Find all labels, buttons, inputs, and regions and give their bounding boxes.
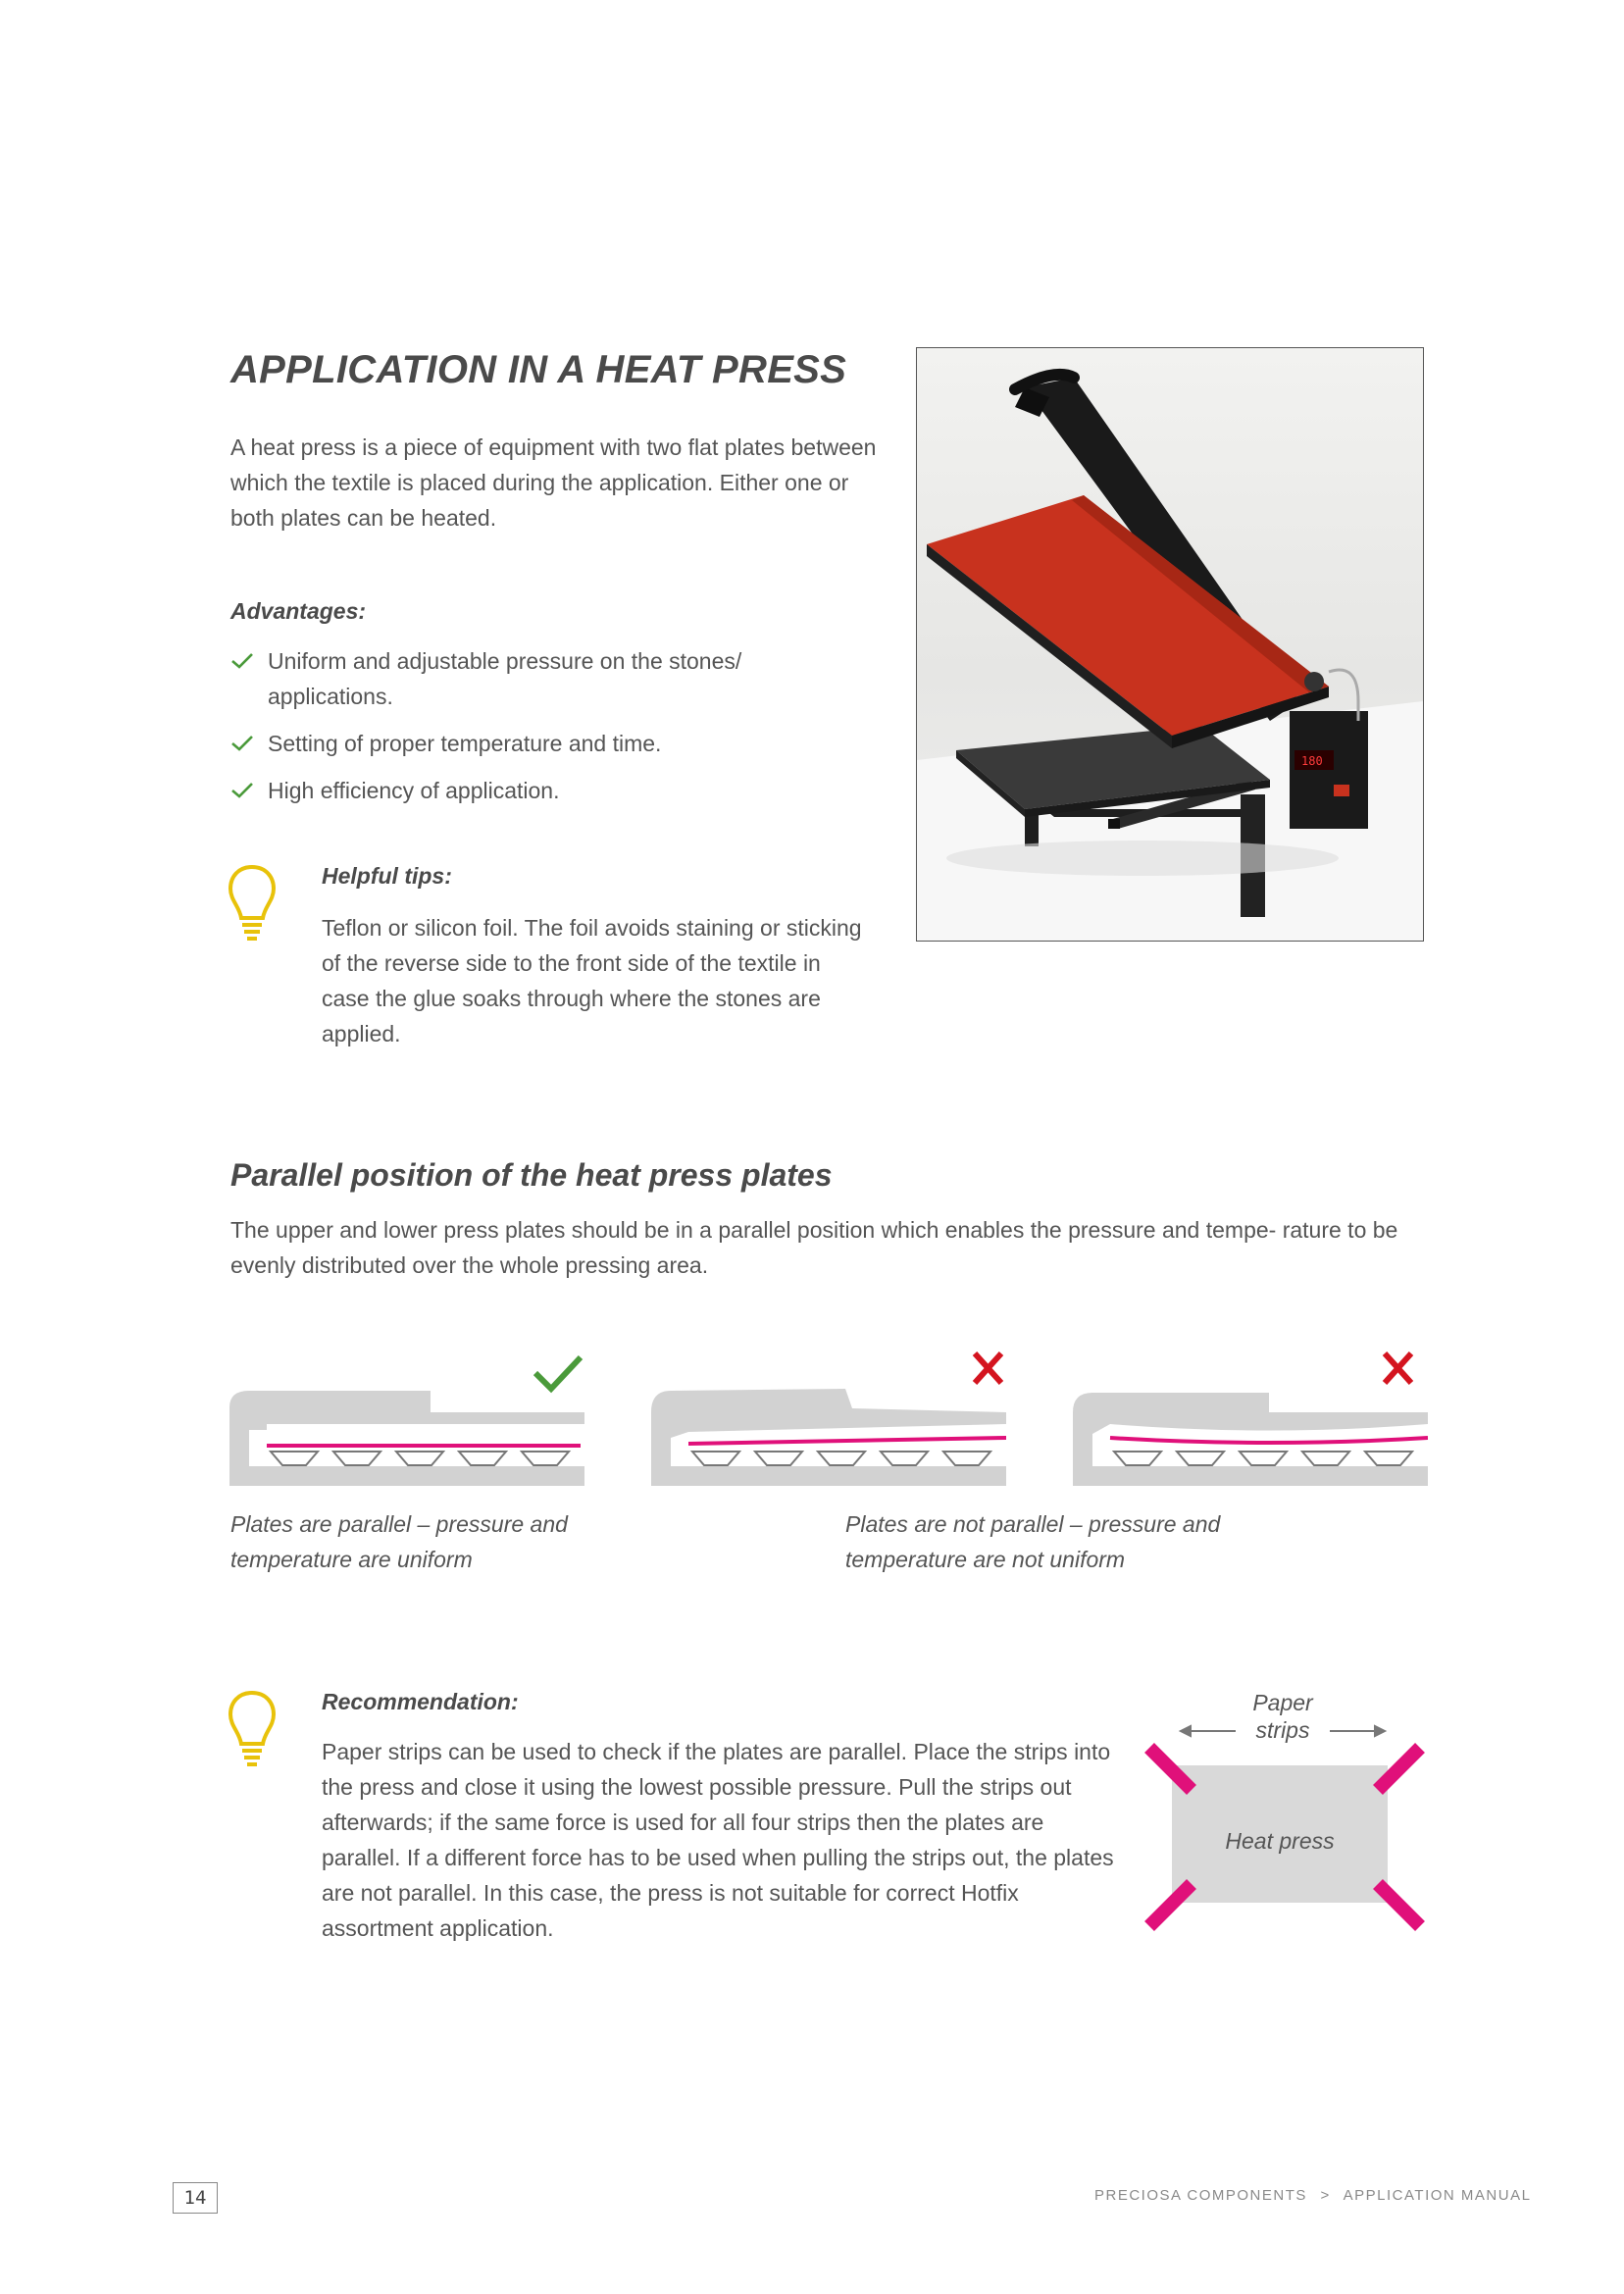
paper-label: Paper xyxy=(1252,1690,1313,1715)
advantages-list xyxy=(230,643,858,820)
list-item xyxy=(230,643,858,714)
diagram-tilted-plates xyxy=(651,1344,1006,1486)
cross-icon xyxy=(1385,1353,1411,1383)
advantage-text: High efficiency of application. xyxy=(268,778,560,803)
recommendation-text: Paper strips can be used to check if the plates are parallel. Place the strips into the press and close it using the lowest possible pressure. Pull the strips out afterwards; if the same force is used for all four strips then the plates are parallel. If a different force has to be used when pulling the strips out, the plates are not parallel. In this case, the press is not suitable for correct Hotfix assortment application. xyxy=(322,1739,1114,1941)
footer-breadcrumb xyxy=(1094,2187,1531,2204)
checkmark-icon xyxy=(230,652,254,670)
heat-press-illustration xyxy=(917,348,1423,941)
tips-title: Helpful tips: xyxy=(322,863,452,889)
checkmark-icon xyxy=(535,1357,581,1389)
advantage-text: Uniform and adjustable pressure on the stones/ applications. xyxy=(268,648,742,709)
list-item xyxy=(230,726,858,761)
temperature-display: 180 xyxy=(1301,754,1323,768)
lightbulb-icon xyxy=(226,863,279,943)
list-item xyxy=(230,773,858,808)
footer-doc: APPLICATION MANUAL xyxy=(1343,2187,1532,2204)
diagram-bowed-plates xyxy=(1073,1344,1428,1486)
intro-paragraph: A heat press is a piece of equipment with two flat plates between which the textile is placed during the application. Either one or both plates can be heated. xyxy=(230,434,877,531)
parallel-section-text: The upper and lower press plates should be in a parallel position which enables the pressure and tempe- rature to be evenly distributed over the whole pressing area. xyxy=(230,1217,1398,1278)
footer-separator: > xyxy=(1320,2187,1331,2204)
page-title: APPLICATION IN A HEAT PRESS xyxy=(230,348,847,391)
lightbulb-icon xyxy=(226,1689,279,1769)
footer-brand: PRECIOSA COMPONENTS xyxy=(1094,2187,1307,2204)
tips-text: Teflon or silicon foil. The foil avoids staining or sticking of the reverse side to the front side of the textile in case the glue soaks through where the stones are applied. xyxy=(322,915,862,1046)
checkmark-icon xyxy=(230,735,254,752)
diagram-parallel-plates xyxy=(229,1344,584,1486)
caption-parallel: Plates are parallel – pressure and temperature are uniform xyxy=(230,1511,568,1572)
cross-icon xyxy=(975,1353,1001,1383)
paper-strips-diagram xyxy=(1138,1687,1432,1942)
strips-label: strips xyxy=(1255,1717,1310,1743)
page-number: 14 xyxy=(173,2182,218,2214)
checkmark-icon xyxy=(230,782,254,799)
recommendation-title: Recommendation: xyxy=(322,1689,519,1714)
heat-press-photo xyxy=(916,347,1424,942)
advantage-text: Setting of proper temperature and time. xyxy=(268,731,662,756)
parallel-section-title: Parallel position of the heat press plates xyxy=(230,1157,833,1193)
caption-not-parallel: Plates are not parallel – pressure and temperature are not uniform xyxy=(845,1511,1221,1572)
heat-press-label: Heat press xyxy=(1225,1828,1335,1854)
advantages-title: Advantages: xyxy=(230,598,367,624)
